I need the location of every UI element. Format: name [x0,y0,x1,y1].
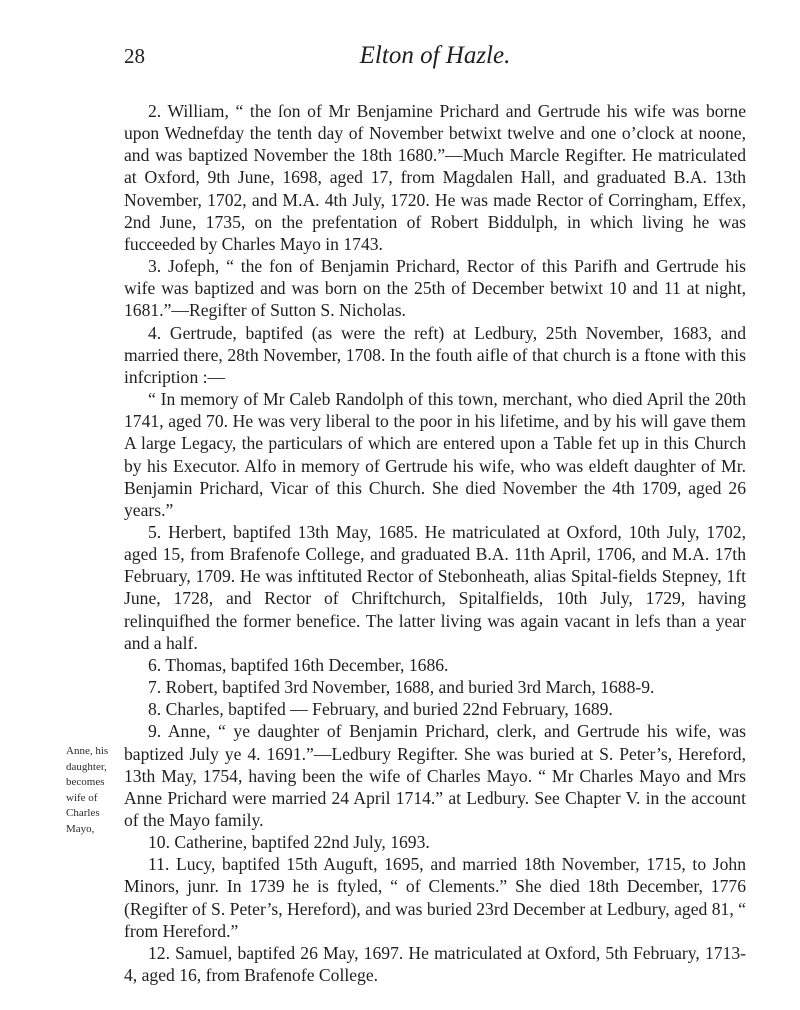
paragraph-catherine: 10. Catherine, baptifed 22nd July, 1693. [148,832,430,853]
margin-note-line: Mayo, [66,822,95,835]
paragraph-inscription: “ In memory of Mr Caleb Randolph of this town, merchant, who died April the 20th 1741, aged 70. He was very liberal to the poor in his lifetime, and by his will gave them A large Legacy, the particulars of which are entered upon a Table fet up in this Church by his Executor. Alfo in memory of Gertrude his wife, who was eldeft daughter of Mr. Benjamin Prichard, Vicar of this Church. She died November the 4th 1709, aged 26 years.” [124,389,746,520]
paragraph-samuel: 12. Samuel, baptifed 26 May, 1697. He matriculated at Oxford, 5th February, 1713-4, aged 16, from Brafenofe College. [124,942,746,986]
paragraph-lucy: 11. Lucy, baptifed 15th Auguft, 1695, and married 18th November, 1715, to John Minors, junr. In 1739 he is ftyled, “ of Clements.” She died 18th December, 1776 (Regifter of S. Peter’s, Hereford), and was buried 23rd December at Ledbury, aged 81, “ from Hereford.” [124,854,746,941]
page-number: 28 [124,44,145,68]
paragraph-william: 2. William, “ the ſon of Mr Benjamine Prichard and Gertrude his wife was borne upon Wednefday the tenth day of November betwixt twelve and one o’clock at noone, and was baptized November the 18th 1680.”—Much Marcle Regifter. He matriculated at Oxford, 9th June, 1698, aged 17, from Magdalen Hall, and graduated B.A. 13th November, 1702, and M.A. 4th July, 1720. He was made Rector of Corringham, Effex, 2nd June, 1735, on the prefentation of Robert Biddulph, in which living he was fucceeded by Charles Mayo in 1743. [124,101,746,254]
margin-note-line: wife of [66,791,98,804]
margin-note [66,744,122,837]
paragraph-gertrude: 4. Gertrude, baptifed (as were the reft) at Ledbury, 25th November, 1683, and married there, 28th November, 1708. In the fouth aifle of that church is a ftone with this infcription :— [124,322,746,387]
page-header [124,44,746,78]
margin-note-line: Anne, his [66,745,109,757]
paragraph-charles: 8. Charles, baptifed — February, and buried 22nd February, 1689. [148,699,613,720]
paragraph-herbert: 5. Herbert, baptifed 13th May, 1685. He matriculated at Oxford, 10th July, 1702, aged 15, from Brafenofe College, and graduated B.A. 11th April, 1706, and M.A. 17th February, 1709. He was inftituted Rector of Stebonheath, alias Spital-fields Stepney, 1ft June, 1728, and Rector of Chriftchurch, Spitalfields, 10th July, 1729, having relinquifhed the former benefice. The latter living was again vacant in lefs than a year and a half. [124,521,746,653]
body-text [124,100,746,986]
margin-note-line: becomes [66,776,105,788]
margin-note-line: daughter, [66,760,107,773]
paragraph-robert: 7. Robert, baptifed 3rd November, 1688, and buried 3rd March, 1688-9. [148,677,655,698]
running-title: Elton of Hazle. [359,42,511,69]
paragraph-anne: 9. Anne, “ ye daughter of Benjamin Prichard, clerk, and Gertrude his wife, was baptized July ye 4. 1691.”—Ledbury Regifter. She was buried at S. Peter’s, Hereford, 13th May, 1754, having been the wife of Charles Mayo. “ Mr Charles Mayo and Mrs Anne Prichard were married 24 April 1714.” at Ledbury. See Chapter V. in the account of the Mayo family. [124,721,746,830]
paragraph-thomas: 6. Thomas, baptifed 16th December, 1686. [148,654,449,675]
margin-note-line: Charles [66,807,100,819]
paragraph-joseph: 3. Jofeph, “ the fon of Benjamin Prichard, Rector of this Parifh and Gertrude his wife was baptized and was born on the 25th of December betwixt 10 and 11 at night, 1681.”—Regifter of Sutton S. Nicholas. [124,256,746,321]
